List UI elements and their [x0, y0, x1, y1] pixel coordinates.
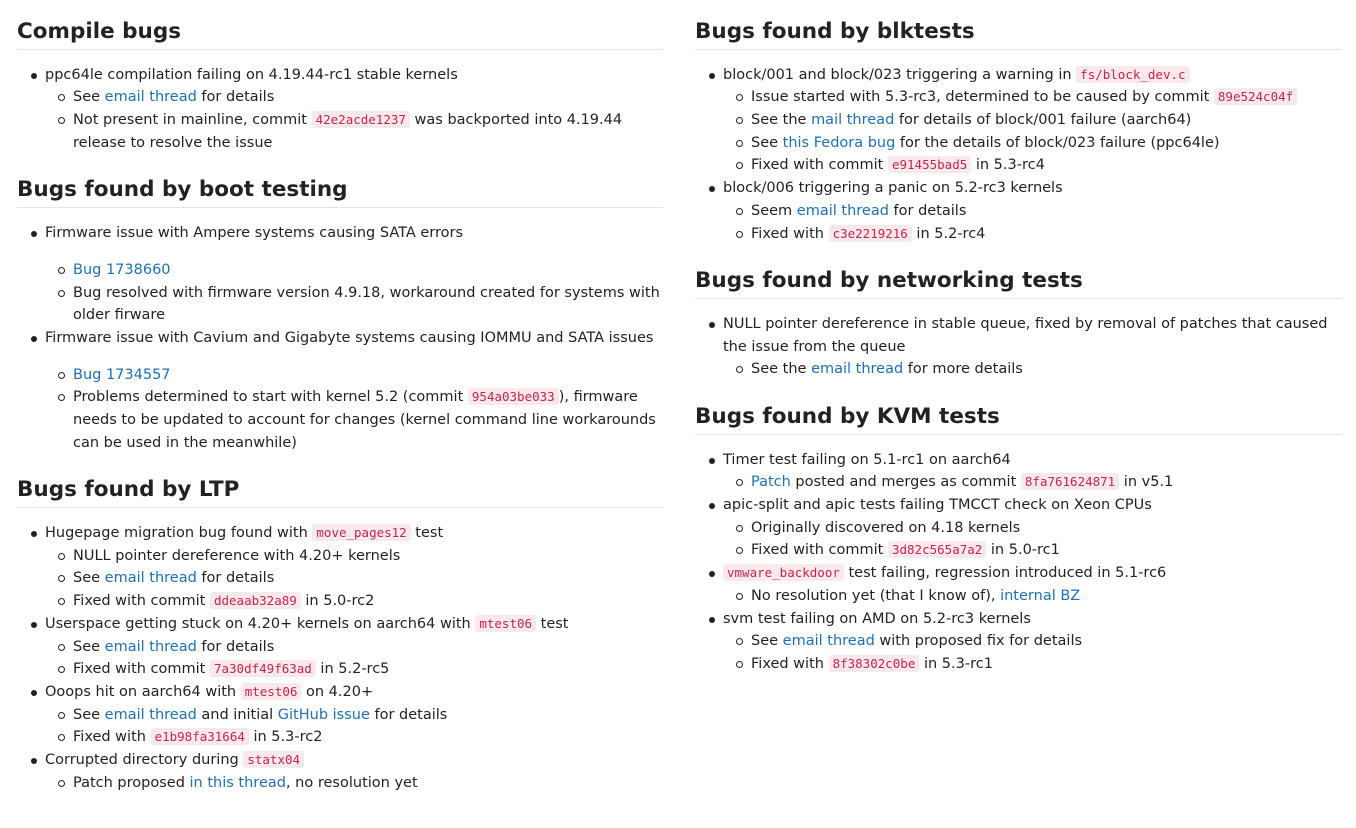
bug-detail-list: [723, 585, 1342, 608]
text: Fixed with: [73, 729, 151, 746]
text: ppc64le compilation failing on 4.19.44-rc1 stable kernels: [45, 66, 458, 83]
text: Fixed with: [751, 655, 829, 672]
text: for the details of block/023 failure (ppc64le): [895, 134, 1220, 151]
bug-detail-item: [45, 726, 663, 749]
bug-item: [17, 613, 663, 681]
bug-detail-item: [45, 282, 663, 327]
left-column: [17, 0, 663, 799]
bug-detail-item: [723, 154, 1342, 177]
text: apic-split and apic tests failing TMCCT check on Xeon CPUs: [723, 497, 1152, 514]
link-github-issue[interactable]: GitHub issue: [277, 706, 370, 723]
text: See: [73, 638, 105, 655]
text: for more details: [903, 361, 1023, 378]
link-email-thread[interactable]: email thread: [796, 202, 889, 219]
text: Firmware issue with Cavium and Gigabyte systems causing IOMMU and SATA issues: [45, 329, 654, 346]
code-snippet: c3e2219216: [829, 225, 912, 242]
bug-detail-list: [723, 200, 1342, 245]
text: for details of block/001 failure (aarch64): [894, 112, 1192, 129]
text: Originally discovered on 4.18 kernels: [751, 519, 1021, 536]
text: with proposed fix for details: [874, 633, 1083, 650]
section-heading: Compile bugs: [17, 0, 663, 50]
bug-detail-list: [45, 86, 663, 154]
text: See: [751, 134, 783, 151]
bug-item: [17, 522, 663, 613]
text: Ooops hit on aarch64 with: [45, 683, 241, 700]
text: Not present in mainline, commit: [73, 112, 312, 129]
text: posted and merges as commit: [790, 474, 1021, 491]
bug-item: [17, 749, 663, 794]
bug-detail-list: [723, 517, 1342, 562]
bug-detail-item: [45, 386, 663, 454]
section-heading: Bugs found by boot testing: [17, 158, 663, 208]
bug-detail-item: [45, 364, 663, 387]
link-email-thread[interactable]: email thread: [811, 361, 904, 378]
text: , no resolution yet: [285, 774, 418, 791]
bug-detail-list: [45, 772, 663, 795]
text: Problems determined to start with kernel 5.2 (commit: [73, 389, 468, 406]
text: See: [73, 89, 105, 106]
bug-detail-item: [45, 567, 663, 590]
bug-detail-item: [723, 630, 1342, 653]
bug-detail-item: [723, 132, 1342, 155]
bug-detail-list: [45, 259, 663, 327]
code-snippet: fs/block_dev.c: [1076, 66, 1189, 83]
text: No resolution yet (that I know of),: [751, 587, 1001, 604]
bug-list: [695, 449, 1342, 676]
bug-item: [17, 681, 663, 749]
section-bugs-found-by-networking-tests: [695, 249, 1342, 381]
text: ), firmware needs to be updated to account for changes (kernel command line workarounds can be used in the meanwhile): [73, 389, 656, 451]
text: NULL pointer dereference with 4.20+ kernels: [73, 547, 401, 564]
text: Userspace getting stuck on 4.20+ kernels on aarch64 with: [45, 615, 476, 632]
code-snippet: 8f38302c0be: [829, 655, 920, 672]
bug-item: [695, 64, 1342, 178]
text: Corrupted directory during: [45, 752, 244, 769]
text: See the: [751, 361, 812, 378]
text: test failing, regression introduced in 5.1-rc6: [843, 565, 1167, 582]
link-patch[interactable]: Patch: [751, 474, 791, 491]
link-email-thread[interactable]: email thread: [104, 638, 197, 655]
code-snippet: 42e2acde1237: [312, 111, 410, 128]
text: Fixed with: [751, 225, 829, 242]
section-heading: Bugs found by KVM tests: [695, 385, 1342, 435]
bug-detail-item: [45, 636, 663, 659]
section-bugs-found-by-kvm-tests: [695, 385, 1342, 676]
bug-detail-item: [723, 358, 1342, 381]
text: Fixed with commit: [751, 157, 888, 174]
text: Fixed with commit: [751, 542, 888, 559]
text: for details: [888, 202, 967, 219]
bug-detail-item: [723, 539, 1342, 562]
code-snippet: ddeaab32a89: [210, 592, 301, 609]
bug-item: [17, 64, 663, 155]
text: in 5.3-rc4: [971, 157, 1045, 174]
section-bugs-found-by-boot-testing: [17, 158, 663, 454]
text: for details: [196, 570, 275, 587]
bug-detail-list: [723, 630, 1342, 675]
text: in v5.1: [1119, 474, 1174, 491]
bug-list: [695, 313, 1342, 381]
link-bug-1734557[interactable]: Bug 1734557: [73, 366, 171, 383]
link-in-this-thread[interactable]: in this thread: [189, 774, 286, 791]
bug-detail-list: [723, 358, 1342, 381]
code-snippet: move_pages12: [312, 524, 410, 541]
bug-item: [17, 222, 663, 327]
text: Patch proposed: [73, 774, 190, 791]
bug-detail-list: [45, 636, 663, 681]
bug-detail-item: [723, 223, 1342, 246]
section-compile-bugs: [17, 0, 663, 154]
bug-list: [17, 222, 663, 454]
text: Bug resolved with firmware version 4.9.18, workaround created for systems with older firware: [73, 284, 660, 324]
bug-detail-item: [45, 590, 663, 613]
bug-detail-list: [45, 545, 663, 613]
bug-item: [695, 494, 1342, 562]
bug-detail-list: [45, 704, 663, 749]
text: for details: [196, 638, 275, 655]
text: for details: [196, 89, 275, 106]
bug-detail-item: [45, 772, 663, 795]
bug-detail-item: [723, 471, 1342, 494]
text: in 5.2-rc5: [315, 661, 390, 678]
code-snippet: 7a30df49f63ad: [210, 660, 316, 677]
link-this-fedora-bug[interactable]: this Fedora bug: [782, 134, 896, 151]
text: Hugepage migration bug found with: [45, 525, 313, 542]
text: Fixed with commit: [73, 593, 210, 610]
bug-detail-item: [723, 653, 1342, 676]
code-snippet: 954a03be033: [468, 388, 559, 405]
text: in 5.3-rc2: [248, 729, 323, 746]
section-heading: Bugs found by networking tests: [695, 249, 1342, 299]
bug-list: [17, 522, 663, 794]
section-heading: Bugs found by blktests: [695, 0, 1342, 50]
text: test: [410, 525, 444, 542]
bug-detail-item: [723, 86, 1342, 109]
text: in 5.0-rc1: [986, 542, 1060, 559]
text: See: [751, 633, 783, 650]
text: Timer test failing on 5.1-rc1 on aarch64: [723, 451, 1011, 468]
text: See: [73, 706, 105, 723]
link-email-thread[interactable]: email thread: [104, 570, 197, 587]
text: See the: [751, 112, 812, 129]
link-email-thread[interactable]: email thread: [104, 89, 197, 106]
text: block/006 triggering a panic on 5.2-rc3 kernels: [723, 180, 1063, 197]
section-heading: Bugs found by LTP: [17, 458, 663, 508]
section-bugs-found-by-ltp: [17, 458, 663, 794]
bug-detail-list: [723, 86, 1342, 177]
code-snippet: e91455bad5: [888, 156, 971, 173]
text: test: [536, 615, 569, 632]
code-snippet: 3d82c565a7a2: [888, 541, 986, 558]
bug-item: [17, 327, 663, 455]
bug-item: [695, 608, 1342, 676]
link-mail-thread[interactable]: mail thread: [811, 112, 895, 129]
bug-list: [17, 64, 663, 155]
link-internal-bz[interactable]: internal BZ: [1000, 587, 1081, 604]
text: and initial: [196, 706, 278, 723]
link-email-thread[interactable]: email thread: [104, 706, 197, 723]
text: Fixed with commit: [73, 661, 210, 678]
right-column: [695, 0, 1342, 799]
bug-detail-list: [45, 364, 663, 455]
bug-detail-item: [45, 545, 663, 568]
text: Issue started with 5.3-rc3, determined to be caused by commit: [751, 89, 1214, 106]
code-snippet: 89e524c04f: [1214, 88, 1297, 105]
text: on 4.20+: [301, 683, 374, 700]
bug-detail-item: [45, 86, 663, 109]
text: NULL pointer dereference in stable queue, fixed by removal of patches that caused the issue from the queue: [723, 315, 1328, 355]
bug-detail-item: [45, 259, 663, 282]
bug-detail-item: [45, 658, 663, 681]
code-snippet: mtest06: [475, 615, 536, 632]
code-snippet: statx04: [243, 751, 304, 768]
text: svm test failing on AMD on 5.2-rc3 kernels: [723, 610, 1031, 627]
bug-item: [695, 313, 1342, 381]
text: See: [73, 570, 105, 587]
code-snippet: e1b98fa31664: [151, 728, 249, 745]
bug-detail-item: [45, 109, 663, 154]
bug-detail-item: [723, 517, 1342, 540]
section-bugs-found-by-blktests: [695, 0, 1342, 245]
bug-detail-item: [723, 109, 1342, 132]
code-snippet: 8fa761624871: [1021, 473, 1119, 490]
bug-detail-item: [723, 585, 1342, 608]
link-bug-1738660[interactable]: Bug 1738660: [73, 261, 171, 278]
text: in 5.3-rc1: [919, 655, 993, 672]
bug-detail-item: [45, 704, 663, 727]
text: Firmware issue with Ampere systems causing SATA errors: [45, 225, 464, 242]
text: block/001 and block/023 triggering a warning in: [723, 66, 1077, 83]
bug-item: [695, 449, 1342, 494]
text: in 5.0-rc2: [300, 593, 375, 610]
bug-list: [695, 64, 1342, 246]
bug-item: [695, 177, 1342, 245]
text: for details: [369, 706, 448, 723]
code-snippet: mtest06: [241, 683, 302, 700]
text: was backported into 4.19.44 release to resolve the issue: [73, 112, 623, 151]
link-email-thread[interactable]: email thread: [782, 633, 875, 650]
text: Seem: [751, 202, 797, 219]
bug-item: [695, 562, 1342, 607]
bug-detail-list: [723, 471, 1342, 494]
bug-detail-item: [723, 200, 1342, 223]
code-snippet: vmware_backdoor: [723, 564, 844, 581]
text: in 5.2-rc4: [911, 225, 986, 242]
